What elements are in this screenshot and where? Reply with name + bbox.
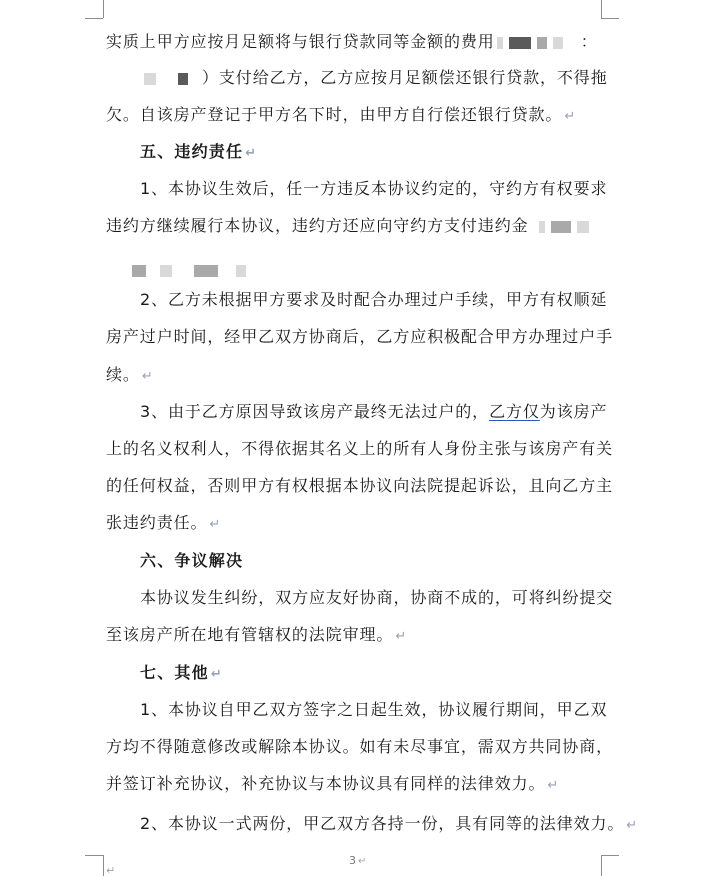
page-number (349, 854, 366, 867)
line-text: 2、乙方未根据甲方要求及时配合办理过户手续，甲方有权顺延 (140, 290, 608, 309)
line-text: 2、本协议一式两份，甲乙双方各持一份，具有同等的法律效力。 (140, 814, 625, 833)
line-text: 为该房产 (539, 402, 608, 421)
body-line[interactable] (106, 624, 606, 646)
redaction-mosaic (553, 37, 563, 49)
line-text: 方均不得随意修改或解除本协议。如有未尽事宜，需双方共同协商， (106, 737, 614, 756)
section-heading[interactable] (140, 550, 606, 572)
crop-mark-top-right (601, 0, 602, 18)
line-text: ： (580, 32, 598, 51)
crop-mark-top-right (601, 18, 619, 19)
body-line[interactable] (140, 289, 606, 311)
redacted-line (106, 259, 606, 281)
body-line[interactable] (106, 736, 614, 758)
section-heading[interactable] (140, 662, 606, 684)
body-line[interactable] (106, 475, 614, 497)
body-line[interactable] (140, 178, 606, 200)
line-text: 违约方继续履行本协议，违约方还应向守约方支付违约金 (106, 216, 529, 235)
line-text: 欠。自该房产登记于甲方名下时，由甲方自行偿还银行贷款。 (106, 105, 563, 124)
line-text: 房产过户时间，经甲乙双方协商后，乙方应积极配合甲方办理过户手 (106, 327, 614, 346)
page-number-text: 3 (349, 854, 356, 867)
heading-text: 六、争议解决 (140, 551, 244, 570)
line-text: 3、由于乙方原因导致该房产最终无法过户的， (140, 402, 490, 421)
body-line[interactable] (140, 813, 638, 835)
paragraph-mark: ↵ (395, 629, 407, 644)
redaction-mosaic (539, 221, 545, 233)
body-line[interactable] (106, 67, 606, 89)
redaction-mosaic (551, 221, 571, 233)
body-line[interactable] (106, 364, 606, 386)
paragraph-mark: ↵ (106, 864, 116, 877)
body-line[interactable] (106, 215, 606, 237)
line-text: 实质上甲方应按月足额将与银行贷款同等金额的费用 (106, 32, 495, 51)
line-text: 张违约责任。 (106, 513, 208, 532)
redaction-mosaic (132, 265, 146, 277)
paragraph-mark: ↵ (141, 369, 153, 384)
line-text: ）支付给乙方，乙方应按月足额偿还银行贷款，不得拖 (202, 68, 608, 87)
redaction-mosaic (537, 37, 547, 49)
underlined-text[interactable]: 乙方仅 (489, 402, 540, 421)
paragraph-mark: ↵ (209, 517, 221, 532)
redaction-mosaic (194, 265, 218, 277)
redaction-mosaic (160, 265, 172, 277)
crop-mark-bottom-left (85, 855, 103, 856)
body-line[interactable] (106, 512, 606, 534)
heading-text: 七、其他 (140, 663, 209, 682)
line-text: 上的名义权利人，不得依据其名义上的所有人身份主张与该房产有关 (106, 439, 614, 458)
crop-mark-bottom-right (601, 855, 619, 856)
line-text: 至该房产所在地有管辖权的法院审理。 (106, 625, 394, 644)
redaction-mosaic (236, 265, 246, 277)
line-text: 本协议发生纠纷，双方应友好协商，协商不成的，可将纠纷提交 (140, 588, 614, 607)
redaction-mosaic (497, 37, 503, 49)
section-heading[interactable] (140, 141, 606, 163)
body-line[interactable] (140, 699, 606, 721)
crop-mark-top-left (103, 0, 104, 18)
line-text: 并签订补充协议，补充协议与本协议具有同样的法律效力。 (106, 774, 546, 793)
paragraph-mark: ↵ (358, 856, 367, 867)
line-text: 的任何权益，否则甲方有权根据本协议向法院提起诉讼，且向乙方主 (106, 476, 614, 495)
body-line[interactable] (140, 401, 606, 423)
redaction-mosaic (178, 73, 188, 85)
body-line[interactable] (106, 104, 606, 126)
paragraph-mark: ↵ (245, 146, 257, 161)
body-line[interactable] (140, 587, 614, 609)
crop-mark-top-left (85, 18, 103, 19)
body-line[interactable] (106, 773, 606, 795)
redaction-mosaic (509, 37, 531, 49)
line-text: 1、本协议生效后，任一方违反本协议约定的，守约方有权要求 (140, 179, 608, 198)
paragraph-mark: ↵ (210, 667, 222, 682)
body-line[interactable] (106, 438, 614, 460)
paragraph-mark: ↵ (564, 109, 576, 124)
body-line[interactable] (106, 326, 614, 348)
redaction-mosaic (144, 73, 156, 85)
line-text: 续。 (106, 365, 140, 384)
line-text: 1、本协议自甲乙双方签字之日起生效，协议履行期间，甲乙双 (140, 700, 608, 719)
crop-mark-bottom-right (601, 855, 602, 876)
body-line[interactable] (106, 31, 606, 53)
heading-text: 五、违约责任 (140, 142, 244, 161)
paragraph-mark: ↵ (626, 818, 638, 833)
crop-mark-bottom-left (103, 855, 104, 876)
redaction-mosaic (577, 221, 589, 233)
paragraph-mark: ↵ (547, 778, 559, 793)
